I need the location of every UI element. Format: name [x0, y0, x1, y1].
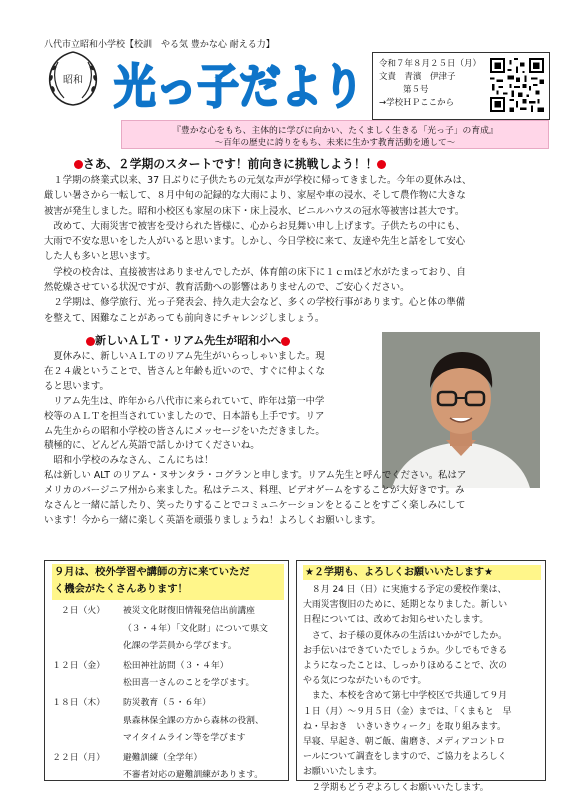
headline-new-alt [86, 332, 290, 348]
section-new-alt [44, 350, 544, 529]
schedule-description: （３・４年）「文化財」について県文 [123, 623, 268, 634]
september-schedule-box [44, 560, 289, 781]
qr-code-icon[interactable] [490, 58, 544, 112]
issue-info-box [372, 52, 550, 120]
schedule-list [45, 603, 290, 781]
headline-second-term-text: さあ、２学期のスタートです！前向きに挑戦しよう！！ [83, 157, 378, 171]
paragraph: ２学期は、修学旅行、光っ子発表会、持久走大会など、多くの学校行事があります。心と体の準備 を整えて、困難なことがあっても前向きにチャレンジしましょう。 [44, 297, 466, 324]
schedule-date: ２日（火） [61, 606, 105, 616]
paragraph: リアム先生は、昨年から八代市に来られていて、昨年は第一中学 校等のＡＬＴを担当されていましたので、日本語も上手です。リア ム先生からの昭和小学校の皆さんにメッセージをいただきました。 積極的に、どんどん英語で話しかけてくださいね。 [44, 395, 325, 452]
newsletter-title-text: 光っ子だより [114, 60, 364, 115]
hp-link[interactable]: →学校ＨＰここから [379, 98, 455, 108]
headline-new-alt-text: 新しいＡＬＴ・リアム先生が昭和小へ [95, 334, 282, 347]
school-emblem [42, 48, 104, 108]
motto-banner [121, 120, 549, 149]
schedule-description: 避難訓練（全学年） [123, 752, 203, 763]
schedule-description: 松田喜一さんのことを学びます。 [123, 678, 255, 689]
alt-message: 私は新しい ALT のリアム・ヌサンタラ・コグランと申します。リアム先生と呼んでください。私はア メリカのバージニア州から来ました。私はテニス、料理、ビデオゲームをすることが大好きです。み なさんと一緒に話したり、笑ったりすることでコミュニケーションをとることをすごく楽しみにして います！今から一緒に楽しく英語を頑張りましょうね！よろしくお願いします。 [44, 470, 467, 526]
school-line: 八代市立昭和小学校【校訓 やる気 豊かな心 耐える力】 [44, 40, 275, 50]
paragraph: １学期の終業式以来、37 日ぶりに子供たちの元気な声が学校に帰ってきました。今年の夏休みは、 厳しい暑さから一転して、８月中旬の記録的な大雨により、家屋や車の浸水、そして農作物に大きな 被害が発生しました。昭和小校区も家屋の床下・床上浸水、ビニルハウスの冠水等被害は甚大です。 [44, 175, 472, 217]
schedule-description: 化課の学芸員から学びます。 [123, 641, 237, 652]
schedule-date: ２２日（月） [52, 752, 105, 763]
message-box-body [303, 583, 543, 796]
schedule-description: 松田神社訪問（３・４年） [123, 660, 229, 671]
paragraph: 改めて、大雨災害で被害を受けられた皆様に、心からお見舞い申し上げます。子供たちの中にも、 大雨で不安な思いをした人がいると思います。しかし、今日学校に来て、友達や先生と話をして安心 した人も多いと思います。 [44, 220, 465, 263]
schedule-description: マイタイムライン等を学びます [123, 733, 246, 744]
paragraph: さて、お子様の夏休みの生活はいかがでしたか。 お手伝いはできていたでしょうか。少しでもできる ようになったことは、しっかりほめることで、次の やる気につながたいものです。 [303, 630, 508, 687]
paragraph: 夏休みに、新しいＡＬＴのリアム先生がいらっしゃいました。現 在２４歳ということで、皆さんと年齢も近いので、すぐに仲よくな ると思います。 [44, 351, 325, 392]
schedule-description: 被災文化財復旧情報発信出前講座 [123, 606, 255, 616]
message-box-title: ★２学期も、よろしくお願いいたします★ [303, 565, 541, 580]
red-dot-icon [74, 160, 83, 169]
paragraph: また、本校を含めて第七中学校区で共通して９月 １日（月）～９月５日（金）までは、「くまもと 早 ね・早おき いきいきウィーク」を取り組みます。 早寝、早起き、朝ご飯、歯磨き、メディアコントロ ールについて調査をしますので、ご協力をよろしく お願いいたします。 [303, 691, 512, 778]
headline-second-term [74, 155, 386, 172]
red-dot-icon [86, 337, 95, 346]
greeting: 昭和小学校のみなさん、こんにちは！ [53, 455, 214, 467]
schedule-description: 防災教育（５・６年） [123, 698, 211, 708]
paragraph: ８月 24 日（日）に実施する予定の愛校作業は、 大雨災害復旧のために、延期となりました。新しい 日程については、改めてお知らせいたします。 [303, 585, 508, 626]
motto-line-1: 『豊かな心をもち、主体的に学びに向かい、たくましく生きる「光っ子」の育成』 [172, 126, 498, 136]
schedule-date: １８日（木） [52, 698, 105, 708]
schedule-title: ９月は、校外学習や講師の方に来ていただ く機会がたくさんあります！ [52, 564, 284, 600]
paragraph: ２学期もどうぞよろしくお願いいたします。 [311, 782, 489, 793]
paragraph: 学校の校舎は、直接被害はありませんでしたが、体育館の床下に１ｃｍほど水がたまっており、自 然乾燥させている状況ですが、教育活動への影響はありませんので、ご安心ください。 [44, 266, 466, 294]
issue-number: 第５号 [403, 85, 429, 95]
red-dot-icon [377, 160, 386, 169]
newsletter-title [112, 56, 367, 114]
section-second-term [44, 173, 544, 326]
second-term-message-box [296, 560, 546, 793]
emblem-text: 昭和 [63, 75, 83, 86]
issue-date: 令和７年８月２５日（月） [379, 59, 482, 69]
schedule-description: 県森林保全課の方から森林の役割、 [123, 715, 264, 726]
motto-line-2: ～百年の歴史に誇りをもち、未来に生かす教育活動を通して～ [214, 138, 456, 148]
red-dot-icon [281, 337, 290, 346]
schedule-description: 不審者対応の避難訓練があります。 [123, 770, 264, 781]
schedule-date: １２日（金） [52, 660, 105, 671]
issue-author: 文責 青濱 伊津子 [379, 72, 456, 82]
